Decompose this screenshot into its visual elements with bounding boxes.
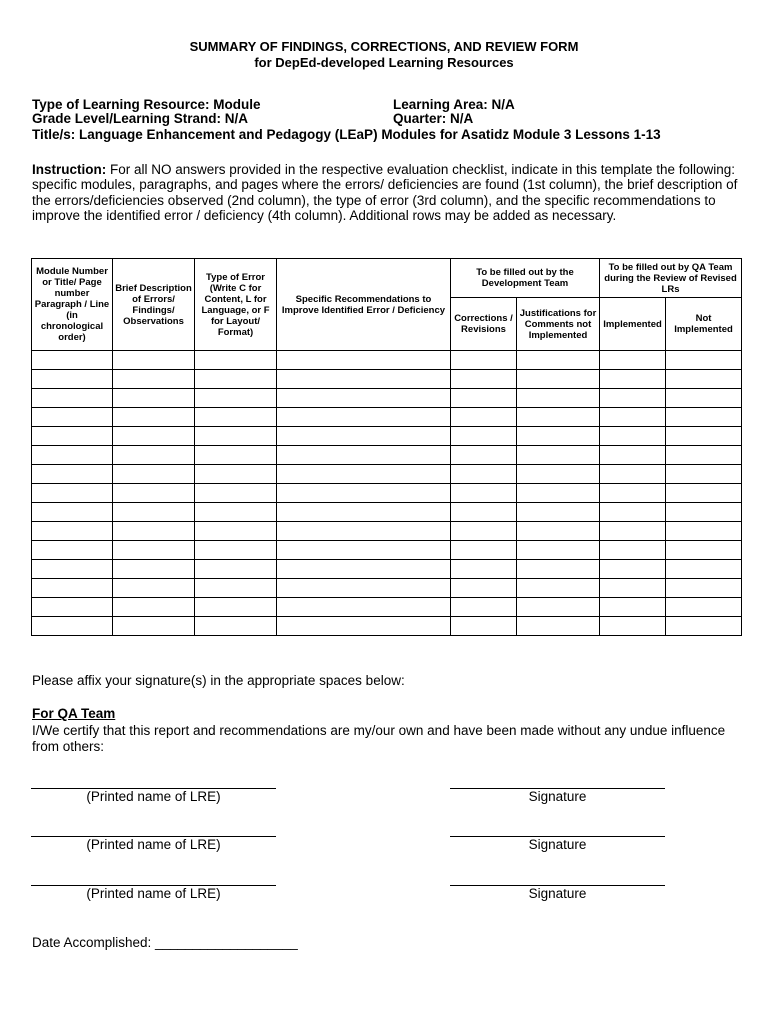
table-cell[interactable] <box>600 408 666 427</box>
table-cell[interactable] <box>113 598 195 617</box>
table-cell[interactable] <box>32 446 113 465</box>
printed-name-label: (Printed name of LRE) <box>86 789 221 804</box>
table-cell[interactable] <box>113 560 195 579</box>
table-cell[interactable] <box>451 522 517 541</box>
table-cell[interactable] <box>277 427 451 446</box>
header-error-type: Type of Error (Write C for Content, L for Language, or F for Layout/ Format) <box>195 259 277 351</box>
table-cell[interactable] <box>666 351 742 370</box>
signature-label: Signature <box>528 837 587 852</box>
module-titles: Title/s: Language Enhancement and Pedagogy (LEaP) Modules for Asatidz Module 3 Lessons 1-13 <box>32 127 661 142</box>
certification-text: I/We certify that this report and recommendations are my/our own and have been made without any undue influence from others: <box>32 723 726 754</box>
table-cell[interactable] <box>113 465 195 484</box>
printed-name-label: (Printed name of LRE) <box>86 837 221 852</box>
table-cell[interactable] <box>32 598 113 617</box>
table-cell[interactable] <box>113 484 195 503</box>
table-cell[interactable] <box>277 617 451 636</box>
table-cell[interactable] <box>32 351 113 370</box>
table-cell[interactable] <box>113 522 195 541</box>
table-cell[interactable] <box>666 503 742 522</box>
table-cell[interactable] <box>195 617 277 636</box>
table-cell[interactable] <box>451 503 517 522</box>
table-cell[interactable] <box>195 370 277 389</box>
table-cell[interactable] <box>517 541 600 560</box>
table-row <box>32 560 742 579</box>
table-cell[interactable] <box>517 465 600 484</box>
table-cell[interactable] <box>666 560 742 579</box>
table-cell[interactable] <box>600 446 666 465</box>
table-cell[interactable] <box>113 503 195 522</box>
header-qa-team: To be filled out by QA Team during the Review of Revised LRs <box>600 259 742 298</box>
table-cell[interactable] <box>32 484 113 503</box>
table-cell[interactable] <box>666 465 742 484</box>
table-cell[interactable] <box>113 351 195 370</box>
table-cell[interactable] <box>32 522 113 541</box>
table-cell[interactable] <box>600 617 666 636</box>
grade-level: Grade Level/Learning Strand: N/A <box>32 111 249 126</box>
table-cell[interactable] <box>113 408 195 427</box>
table-cell[interactable] <box>277 370 451 389</box>
table-cell[interactable] <box>195 541 277 560</box>
table-cell[interactable] <box>113 579 195 598</box>
table-cell[interactable] <box>195 465 277 484</box>
table-cell[interactable] <box>277 351 451 370</box>
learning-area: Learning Area: N/A <box>393 97 515 112</box>
findings-table <box>31 258 742 636</box>
table-row <box>32 389 742 408</box>
printed-name-label: (Printed name of LRE) <box>86 886 221 901</box>
table-cell[interactable] <box>666 522 742 541</box>
table-cell[interactable] <box>32 560 113 579</box>
header-recommendations: Specific Recommendations to Improve Identified Error / Deficiency <box>277 259 451 351</box>
table-cell[interactable] <box>32 617 113 636</box>
table-cell[interactable] <box>32 408 113 427</box>
table-cell[interactable] <box>451 579 517 598</box>
table-cell[interactable] <box>277 484 451 503</box>
table-cell[interactable] <box>113 427 195 446</box>
table-row <box>32 427 742 446</box>
table-row <box>32 541 742 560</box>
table-cell[interactable] <box>113 541 195 560</box>
table-cell[interactable] <box>32 370 113 389</box>
table-cell[interactable] <box>32 465 113 484</box>
table-cell[interactable] <box>195 351 277 370</box>
table-cell[interactable] <box>195 446 277 465</box>
resource-type: Type of Learning Resource: Module <box>32 97 261 112</box>
table-cell[interactable] <box>600 503 666 522</box>
table-cell[interactable] <box>517 446 600 465</box>
table-cell[interactable] <box>32 579 113 598</box>
table-cell[interactable] <box>451 541 517 560</box>
table-cell[interactable] <box>195 579 277 598</box>
table-cell[interactable] <box>277 598 451 617</box>
table-cell[interactable] <box>600 541 666 560</box>
table-cell[interactable] <box>517 427 600 446</box>
table-cell[interactable] <box>451 617 517 636</box>
table-cell[interactable] <box>666 579 742 598</box>
table-cell[interactable] <box>195 598 277 617</box>
instruction-lead: Instruction: <box>32 162 107 177</box>
table-cell[interactable] <box>666 598 742 617</box>
table-cell[interactable] <box>113 370 195 389</box>
table-cell[interactable] <box>277 389 451 408</box>
table-cell[interactable] <box>451 560 517 579</box>
table-cell[interactable] <box>451 446 517 465</box>
table-cell[interactable] <box>517 503 600 522</box>
table-cell[interactable] <box>277 503 451 522</box>
table-cell[interactable] <box>600 484 666 503</box>
table-cell[interactable] <box>451 598 517 617</box>
header-development-team: To be filled out by the Development Team <box>451 259 600 298</box>
table-cell[interactable] <box>277 579 451 598</box>
table-cell[interactable] <box>666 484 742 503</box>
table-row <box>32 484 742 503</box>
table-cell[interactable] <box>666 446 742 465</box>
table-cell[interactable] <box>32 427 113 446</box>
table-row <box>32 408 742 427</box>
table-cell[interactable] <box>600 579 666 598</box>
table-cell[interactable] <box>517 598 600 617</box>
table-cell[interactable] <box>113 617 195 636</box>
table-cell[interactable] <box>451 465 517 484</box>
table-cell[interactable] <box>277 446 451 465</box>
table-cell[interactable] <box>600 427 666 446</box>
table-cell[interactable] <box>451 351 517 370</box>
table-cell[interactable] <box>600 465 666 484</box>
signature-label: Signature <box>528 886 587 901</box>
header-corrections: Corrections / Revisions <box>451 298 517 351</box>
form-subtitle: for DepEd-developed Learning Resources <box>254 55 514 70</box>
table-cell[interactable] <box>600 522 666 541</box>
table-cell[interactable] <box>600 370 666 389</box>
table-cell[interactable] <box>277 522 451 541</box>
header-module-location: Module Number or Title/ Page number Paragraph / Line (in chronological order) <box>32 259 113 351</box>
table-cell[interactable] <box>195 389 277 408</box>
table-row <box>32 579 742 598</box>
table-cell[interactable] <box>517 560 600 579</box>
table-cell[interactable] <box>195 427 277 446</box>
table-cell[interactable] <box>666 389 742 408</box>
table-cell[interactable] <box>666 370 742 389</box>
table-row <box>32 522 742 541</box>
signature-prompt: Please affix your signature(s) in the appropriate spaces below: <box>32 673 405 688</box>
table-cell[interactable] <box>666 541 742 560</box>
table-cell[interactable] <box>517 579 600 598</box>
table-cell[interactable] <box>195 522 277 541</box>
table-cell[interactable] <box>113 446 195 465</box>
table-cell[interactable] <box>666 427 742 446</box>
table-cell[interactable] <box>277 408 451 427</box>
table-cell[interactable] <box>451 389 517 408</box>
header-description: Brief Description of Errors/ Findings/ Observations <box>113 259 195 351</box>
table-cell[interactable] <box>195 484 277 503</box>
table-row <box>32 503 742 522</box>
table-cell[interactable] <box>32 389 113 408</box>
table-cell[interactable] <box>517 389 600 408</box>
table-cell[interactable] <box>451 484 517 503</box>
instruction-paragraph <box>32 162 742 223</box>
date-accomplished[interactable]: Date Accomplished: ___________________ <box>32 935 298 950</box>
qa-team-heading: For QA Team <box>32 706 116 721</box>
header-not-implemented: Not Implemented <box>666 298 742 351</box>
table-cell[interactable] <box>451 427 517 446</box>
table-cell[interactable] <box>600 598 666 617</box>
table-cell[interactable] <box>600 351 666 370</box>
table-cell[interactable] <box>32 503 113 522</box>
table-row <box>32 598 742 617</box>
table-cell[interactable] <box>32 541 113 560</box>
table-cell[interactable] <box>277 465 451 484</box>
signature-label: Signature <box>528 789 587 804</box>
header-implemented: Implemented <box>600 298 666 351</box>
table-cell[interactable] <box>666 408 742 427</box>
table-cell[interactable] <box>517 351 600 370</box>
table-cell[interactable] <box>517 522 600 541</box>
table-cell[interactable] <box>195 503 277 522</box>
table-cell[interactable] <box>600 389 666 408</box>
instruction-body: For all NO answers provided in the respective evaluation checklist, indicate in this template the following: specific modules, paragraphs, and pages where the errors/ deficiencies are found (1st column), the brief description of the errors/deficiencies observed (2nd column), the type of error (3rd column), and the specific recommendations to improve the identified error / deficiency (4th column). Additional rows may be added as necessary. <box>32 162 738 223</box>
table-cell[interactable] <box>277 541 451 560</box>
table-cell[interactable] <box>113 389 195 408</box>
table-row <box>32 446 742 465</box>
table-row <box>32 351 742 370</box>
table-cell[interactable] <box>517 370 600 389</box>
table-cell[interactable] <box>195 560 277 579</box>
quarter: Quarter: N/A <box>393 111 474 126</box>
table-cell[interactable] <box>517 408 600 427</box>
table-cell[interactable] <box>517 617 600 636</box>
table-cell[interactable] <box>666 617 742 636</box>
header-justifications: Justifications for Comments not Implemented <box>517 298 600 351</box>
table-cell[interactable] <box>195 408 277 427</box>
table-cell[interactable] <box>451 370 517 389</box>
table-cell[interactable] <box>451 408 517 427</box>
table-cell[interactable] <box>277 560 451 579</box>
table-row <box>32 617 742 636</box>
table-cell[interactable] <box>600 560 666 579</box>
form-title: SUMMARY OF FINDINGS, CORRECTIONS, AND REVIEW FORM <box>189 39 579 54</box>
table-cell[interactable] <box>517 484 600 503</box>
table-row <box>32 465 742 484</box>
table-row <box>32 370 742 389</box>
